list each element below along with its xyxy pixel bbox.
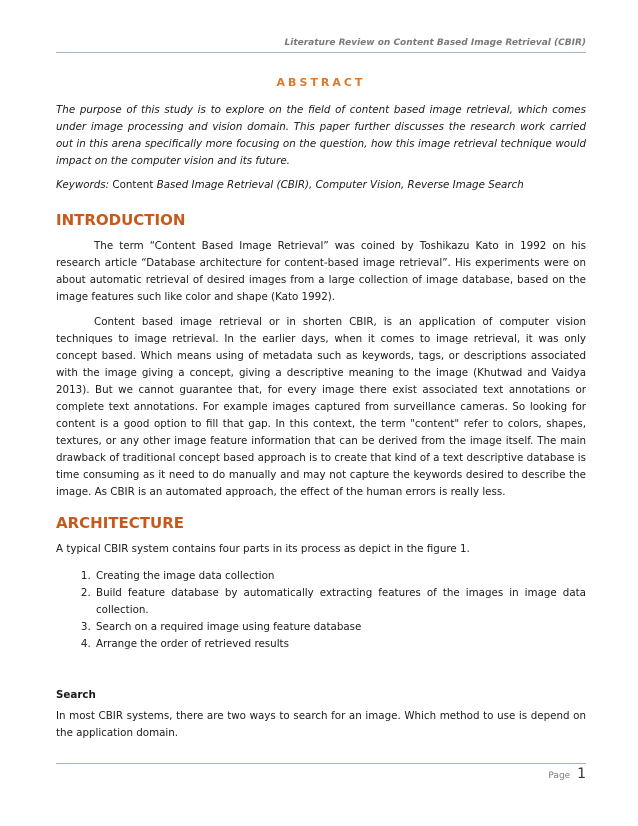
list-item: 4. Arrange the order of retrieved results (94, 636, 586, 653)
list-item: 3. Search on a required image using feature database (94, 619, 586, 636)
page-footer (548, 766, 586, 782)
header-rule (56, 52, 586, 53)
page-number: 1 (577, 766, 586, 782)
architecture-steps (56, 568, 586, 653)
introduction-paragraph-2: Content based image retrieval or in shorten CBIR, is an application of computer vision techniques to image retrieval. In the earlier days, when it comes to image retrieval, it was only concept based. Which means using of metadata such as keywords, tags, or descriptions associated with the image giving a concept, giving a descriptive meaning to the image (Khutwad and Vaidya 2013). But we cannot guarantee that, for every image there exist associated text annotations or complete text annotations. For example images captured from surveillance cameras. So looking for content is a good option to fill that gap. In this context, the term "content" refer to colors, shapes, textures, or any other image feature information that can be derived from the image itself. The main drawback of traditional concept based approach is to create that kind of a text descriptive database is time consuming as it need to do manually and may not capture the keywords desired to describe the image. As CBIR is an automated approach, the effect of the human errors is really less. (56, 316, 586, 498)
introduction-heading: INTRODUCTION (56, 211, 186, 229)
search-heading: Search (56, 689, 96, 701)
architecture-heading: ARCHITECTURE (56, 514, 184, 532)
abstract-body: The purpose of this study is to explore on the field of content based image retrieval, which comes under image processing and vision domain. This paper further discusses the research work carried out in this arena specifically more focusing on the question, how this image retrieval technique would impact on the computer vision and its future. (56, 104, 586, 167)
keywords-label: Keywords: (56, 179, 110, 191)
running-header: Literature Review on Content Based Image Retrieval (CBIR) (284, 38, 586, 48)
footer-rule (56, 763, 586, 764)
page-label: Page (548, 771, 571, 781)
keywords-list: Based Image Retrieval (CBIR), Computer Vision, Reverse Image Search (156, 179, 524, 191)
introduction-paragraph-1: The term “Content Based Image Retrieval” was coined by Toshikazu Kato in 1992 on his research article “Database architecture for content-based image retrieval”. His experiments were on about automatic retrieval of desired images from a large collection of image database, based on the image features such like color and shape (Kato 1992). (56, 240, 586, 303)
list-item: 2. Build feature database by automatically extracting features of the images in image data collection. (94, 585, 586, 619)
keywords-pre: Content (112, 179, 154, 191)
list-item: 1. Creating the image data collection (94, 568, 586, 585)
architecture-intro: A typical CBIR system contains four parts in its process as depict in the figure 1. (56, 543, 470, 555)
abstract-title: ABSTRACT (276, 76, 366, 89)
keywords-line (56, 177, 586, 194)
page-content (56, 74, 586, 752)
search-body: In most CBIR systems, there are two ways to search for an image. Which method to use is depend on the application domain. (56, 710, 586, 739)
